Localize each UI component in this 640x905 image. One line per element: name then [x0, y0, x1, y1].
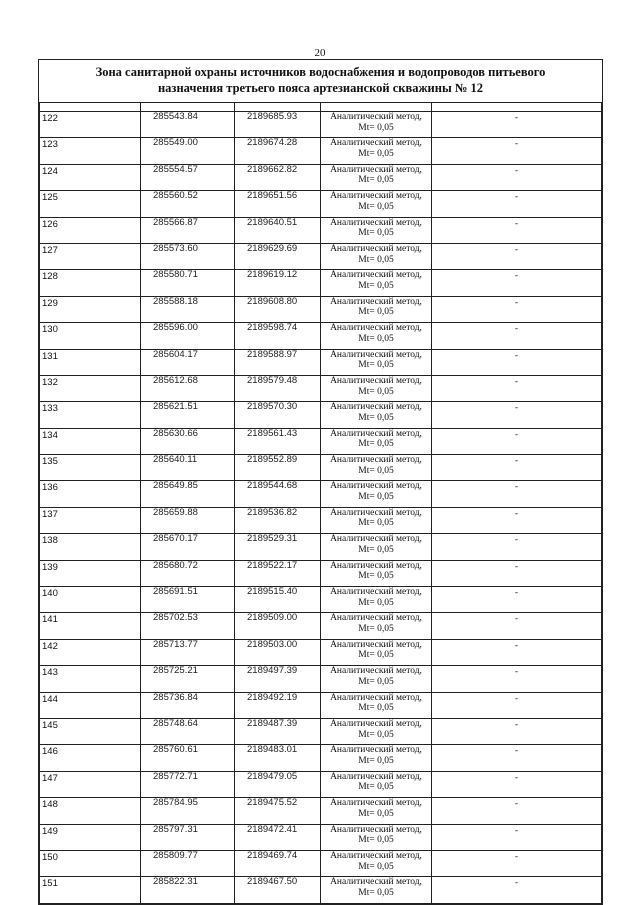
x-coordinate-cell: 285612.68 — [141, 375, 235, 401]
precision-label: Mt= 0,05 — [358, 360, 394, 371]
x-coordinate-cell: 285549.00 — [141, 138, 235, 164]
method-label: Аналитический метод, — [330, 138, 422, 149]
method-label: Аналитический метод, — [330, 112, 422, 122]
method-label: Аналитический метод, — [330, 323, 422, 334]
method-label: Аналитический метод, — [330, 217, 422, 228]
method-cell — [321, 138, 432, 164]
point-number-cell: 126 — [40, 217, 141, 243]
precision-label: Mt= 0,05 — [358, 465, 394, 476]
x-coordinate-cell: 285713.77 — [141, 639, 235, 665]
point-number-cell: 141 — [40, 613, 141, 639]
x-coordinate-cell: 285588.18 — [141, 296, 235, 322]
note-cell: - — [432, 718, 602, 744]
precision-label: Mt= 0,05 — [358, 412, 394, 423]
x-coordinate-cell: 285554.57 — [141, 164, 235, 190]
method-cell — [321, 455, 432, 481]
method-cell — [321, 323, 432, 349]
y-coordinate-cell: 2189522.17 — [235, 560, 321, 586]
precision-label: Mt= 0,05 — [358, 808, 394, 819]
precision-label: Mt= 0,05 — [358, 835, 394, 846]
method-cell — [321, 164, 432, 190]
note-cell: - — [432, 507, 602, 533]
method-label: Аналитический метод, — [330, 771, 422, 782]
x-coordinate-cell: 285691.51 — [141, 587, 235, 613]
point-number-cell: 148 — [40, 798, 141, 824]
table-row — [40, 217, 602, 243]
y-coordinate-cell: 2189629.69 — [235, 243, 321, 269]
note-cell: - — [432, 613, 602, 639]
method-cell — [321, 798, 432, 824]
y-coordinate-cell: 2189469.74 — [235, 850, 321, 876]
note-cell: - — [432, 745, 602, 771]
method-cell — [321, 481, 432, 507]
table-row — [40, 112, 602, 138]
table-row — [40, 850, 602, 876]
precision-label: Mt= 0,05 — [358, 175, 394, 186]
y-coordinate-cell: 2189544.68 — [235, 481, 321, 507]
point-number-cell: 132 — [40, 375, 141, 401]
method-cell — [321, 349, 432, 375]
precision-label: Mt= 0,05 — [358, 861, 394, 872]
method-cell — [321, 771, 432, 797]
note-cell: - — [432, 481, 602, 507]
x-coordinate-cell: 285797.31 — [141, 824, 235, 850]
note-cell: - — [432, 850, 602, 876]
x-coordinate-cell: 285580.71 — [141, 270, 235, 296]
method-label: Аналитический метод, — [330, 243, 422, 254]
y-coordinate-cell: 2189503.00 — [235, 639, 321, 665]
table-row — [40, 534, 602, 560]
method-label: Аналитический метод, — [330, 296, 422, 307]
x-coordinate-cell: 285670.17 — [141, 534, 235, 560]
note-cell: - — [432, 375, 602, 401]
y-coordinate-cell: 2189619.12 — [235, 270, 321, 296]
note-cell: - — [432, 428, 602, 454]
y-coordinate-cell: 2189561.43 — [235, 428, 321, 454]
y-coordinate-cell: 2189536.82 — [235, 507, 321, 533]
precision-label: Mt= 0,05 — [358, 518, 394, 529]
x-coordinate-cell: 285596.00 — [141, 323, 235, 349]
precision-label: Mt= 0,05 — [358, 729, 394, 740]
table-row — [40, 613, 602, 639]
table-row — [40, 270, 602, 296]
point-number-cell: 127 — [40, 243, 141, 269]
method-cell — [321, 402, 432, 428]
table-row — [40, 877, 602, 903]
x-coordinate-cell: 285659.88 — [141, 507, 235, 533]
precision-label: Mt= 0,05 — [358, 122, 394, 133]
x-coordinate-cell: 285621.51 — [141, 402, 235, 428]
method-label: Аналитический метод, — [330, 402, 422, 413]
point-number-cell: 147 — [40, 771, 141, 797]
x-coordinate-cell: 285760.61 — [141, 745, 235, 771]
header-spacer-row — [40, 103, 602, 112]
method-label: Аналитический метод, — [330, 587, 422, 598]
precision-label: Mt= 0,05 — [358, 386, 394, 397]
note-cell: - — [432, 243, 602, 269]
table-row — [40, 296, 602, 322]
document-table-frame — [38, 59, 603, 905]
method-cell — [321, 666, 432, 692]
precision-label: Mt= 0,05 — [358, 148, 394, 159]
note-cell: - — [432, 534, 602, 560]
precision-label: Mt= 0,05 — [358, 307, 394, 318]
y-coordinate-cell: 2189552.89 — [235, 455, 321, 481]
x-coordinate-cell: 285649.85 — [141, 481, 235, 507]
y-coordinate-cell: 2189651.56 — [235, 191, 321, 217]
precision-label: Mt= 0,05 — [358, 228, 394, 239]
point-number-cell: 122 — [40, 112, 141, 138]
table-row — [40, 587, 602, 613]
x-coordinate-cell: 285809.77 — [141, 850, 235, 876]
table-title — [39, 60, 602, 103]
method-label: Аналитический метод, — [330, 824, 422, 835]
y-coordinate-cell: 2189674.28 — [235, 138, 321, 164]
point-number-cell: 145 — [40, 718, 141, 744]
x-coordinate-cell: 285543.84 — [141, 112, 235, 138]
method-cell — [321, 112, 432, 138]
x-coordinate-cell: 285702.53 — [141, 613, 235, 639]
table-row — [40, 824, 602, 850]
precision-label: Mt= 0,05 — [358, 650, 394, 661]
method-cell — [321, 824, 432, 850]
precision-label: Mt= 0,05 — [358, 571, 394, 582]
point-number-cell: 123 — [40, 138, 141, 164]
point-number-cell: 137 — [40, 507, 141, 533]
method-label: Аналитический метод, — [330, 428, 422, 439]
precision-label: Mt= 0,05 — [358, 624, 394, 635]
y-coordinate-cell: 2189640.51 — [235, 217, 321, 243]
table-row — [40, 560, 602, 586]
y-coordinate-cell: 2189608.80 — [235, 296, 321, 322]
x-coordinate-cell: 285748.64 — [141, 718, 235, 744]
table-row — [40, 718, 602, 744]
method-cell — [321, 191, 432, 217]
method-label: Аналитический метод, — [330, 718, 422, 729]
x-coordinate-cell: 285573.60 — [141, 243, 235, 269]
method-label: Аналитический метод, — [330, 349, 422, 360]
point-number-cell: 136 — [40, 481, 141, 507]
note-cell: - — [432, 296, 602, 322]
precision-label: Mt= 0,05 — [358, 597, 394, 608]
note-cell: - — [432, 877, 602, 903]
point-number-cell: 138 — [40, 534, 141, 560]
note-cell: - — [432, 666, 602, 692]
point-number-cell: 140 — [40, 587, 141, 613]
table-row — [40, 323, 602, 349]
method-cell — [321, 587, 432, 613]
method-cell — [321, 428, 432, 454]
table-row — [40, 349, 602, 375]
method-label: Аналитический метод, — [330, 375, 422, 386]
method-label: Аналитический метод, — [330, 850, 422, 861]
y-coordinate-cell: 2189509.00 — [235, 613, 321, 639]
method-label: Аналитический метод, — [330, 534, 422, 545]
method-cell — [321, 877, 432, 903]
table-row — [40, 639, 602, 665]
precision-label: Mt= 0,05 — [358, 280, 394, 291]
note-cell: - — [432, 217, 602, 243]
y-coordinate-cell: 2189472.41 — [235, 824, 321, 850]
method-cell — [321, 745, 432, 771]
note-cell: - — [432, 164, 602, 190]
method-label: Аналитический метод, — [330, 639, 422, 650]
table-row — [40, 771, 602, 797]
point-number-cell: 144 — [40, 692, 141, 718]
note-cell: - — [432, 138, 602, 164]
precision-label: Mt= 0,05 — [358, 201, 394, 212]
precision-label: Mt= 0,05 — [358, 333, 394, 344]
method-cell — [321, 243, 432, 269]
point-number-cell: 131 — [40, 349, 141, 375]
point-number-cell: 130 — [40, 323, 141, 349]
page-number: 20 — [314, 47, 326, 59]
y-coordinate-cell: 2189662.82 — [235, 164, 321, 190]
note-cell: - — [432, 402, 602, 428]
point-number-cell: 128 — [40, 270, 141, 296]
point-number-cell: 149 — [40, 824, 141, 850]
note-cell: - — [432, 323, 602, 349]
precision-label: Mt= 0,05 — [358, 887, 394, 898]
table-title-line-1: Зона санитарной охраны источников водоснабжения и водопроводов питьевого — [95, 65, 546, 79]
point-number-cell: 134 — [40, 428, 141, 454]
point-number-cell: 142 — [40, 639, 141, 665]
method-label: Аналитический метод, — [330, 613, 422, 624]
precision-label: Mt= 0,05 — [358, 755, 394, 766]
y-coordinate-cell: 2189529.31 — [235, 534, 321, 560]
x-coordinate-cell: 285725.21 — [141, 666, 235, 692]
note-cell: - — [432, 191, 602, 217]
table-row — [40, 745, 602, 771]
y-coordinate-cell: 2189515.40 — [235, 587, 321, 613]
method-cell — [321, 534, 432, 560]
table-title-line-2: назначения третьего пояса артезианской скважины № 12 — [157, 81, 484, 95]
table-row — [40, 666, 602, 692]
y-coordinate-cell: 2189467.50 — [235, 877, 321, 903]
method-cell — [321, 639, 432, 665]
table-row — [40, 798, 602, 824]
table-row — [40, 402, 602, 428]
point-number-cell: 124 — [40, 164, 141, 190]
method-cell — [321, 692, 432, 718]
precision-label: Mt= 0,05 — [358, 703, 394, 714]
y-coordinate-cell: 2189483.01 — [235, 745, 321, 771]
point-number-cell: 146 — [40, 745, 141, 771]
method-cell — [321, 718, 432, 744]
x-coordinate-cell: 285736.84 — [141, 692, 235, 718]
method-label: Аналитический метод, — [330, 877, 422, 888]
method-label: Аналитический метод, — [330, 164, 422, 175]
method-label: Аналитический метод, — [330, 270, 422, 281]
point-number-cell: 151 — [40, 877, 141, 903]
y-coordinate-cell: 2189588.97 — [235, 349, 321, 375]
method-cell — [321, 507, 432, 533]
point-number-cell: 143 — [40, 666, 141, 692]
method-label: Аналитический метод, — [330, 798, 422, 809]
note-cell: - — [432, 771, 602, 797]
precision-label: Mt= 0,05 — [358, 492, 394, 503]
y-coordinate-cell: 2189487.39 — [235, 718, 321, 744]
method-cell — [321, 270, 432, 296]
precision-label: Mt= 0,05 — [358, 544, 394, 555]
point-number-cell: 133 — [40, 402, 141, 428]
table-row — [40, 138, 602, 164]
point-number-cell: 150 — [40, 850, 141, 876]
note-cell: - — [432, 798, 602, 824]
table-row — [40, 375, 602, 401]
table-row — [40, 692, 602, 718]
y-coordinate-cell: 2189497.39 — [235, 666, 321, 692]
x-coordinate-cell: 285784.95 — [141, 798, 235, 824]
note-cell: - — [432, 639, 602, 665]
method-label: Аналитический метод, — [330, 745, 422, 756]
point-number-cell: 129 — [40, 296, 141, 322]
method-cell — [321, 217, 432, 243]
note-cell: - — [432, 349, 602, 375]
method-cell — [321, 560, 432, 586]
x-coordinate-cell: 285822.31 — [141, 877, 235, 903]
table-row — [40, 243, 602, 269]
method-label: Аналитический метод, — [330, 191, 422, 202]
x-coordinate-cell: 285772.71 — [141, 771, 235, 797]
y-coordinate-cell: 2189598.74 — [235, 323, 321, 349]
y-coordinate-cell: 2189475.52 — [235, 798, 321, 824]
x-coordinate-cell: 285560.52 — [141, 191, 235, 217]
method-cell — [321, 296, 432, 322]
x-coordinate-cell: 285566.87 — [141, 217, 235, 243]
y-coordinate-cell: 2189685.93 — [235, 112, 321, 138]
method-label: Аналитический метод, — [330, 692, 422, 703]
note-cell: - — [432, 560, 602, 586]
y-coordinate-cell: 2189492.19 — [235, 692, 321, 718]
method-cell — [321, 375, 432, 401]
method-label: Аналитический метод, — [330, 507, 422, 518]
method-label: Аналитический метод, — [330, 455, 422, 466]
point-number-cell: 139 — [40, 560, 141, 586]
note-cell: - — [432, 112, 602, 138]
x-coordinate-cell: 285680.72 — [141, 560, 235, 586]
table-row — [40, 164, 602, 190]
table-row — [40, 428, 602, 454]
precision-label: Mt= 0,05 — [358, 254, 394, 265]
point-number-cell: 135 — [40, 455, 141, 481]
method-label: Аналитический метод, — [330, 666, 422, 677]
x-coordinate-cell: 285604.17 — [141, 349, 235, 375]
precision-label: Mt= 0,05 — [358, 782, 394, 793]
table-row — [40, 455, 602, 481]
table-row — [40, 507, 602, 533]
note-cell: - — [432, 455, 602, 481]
method-label: Аналитический метод, — [330, 560, 422, 571]
y-coordinate-cell: 2189579.48 — [235, 375, 321, 401]
point-number-cell: 125 — [40, 191, 141, 217]
table-row — [40, 191, 602, 217]
note-cell: - — [432, 692, 602, 718]
method-cell — [321, 613, 432, 639]
precision-label: Mt= 0,05 — [358, 676, 394, 687]
coordinates-table — [39, 103, 602, 904]
note-cell: - — [432, 824, 602, 850]
note-cell: - — [432, 587, 602, 613]
y-coordinate-cell: 2189570.30 — [235, 402, 321, 428]
note-cell: - — [432, 270, 602, 296]
table-row — [40, 481, 602, 507]
precision-label: Mt= 0,05 — [358, 439, 394, 450]
x-coordinate-cell: 285640.11 — [141, 455, 235, 481]
method-cell — [321, 850, 432, 876]
x-coordinate-cell: 285630.66 — [141, 428, 235, 454]
method-label: Аналитический метод, — [330, 481, 422, 492]
y-coordinate-cell: 2189479.05 — [235, 771, 321, 797]
